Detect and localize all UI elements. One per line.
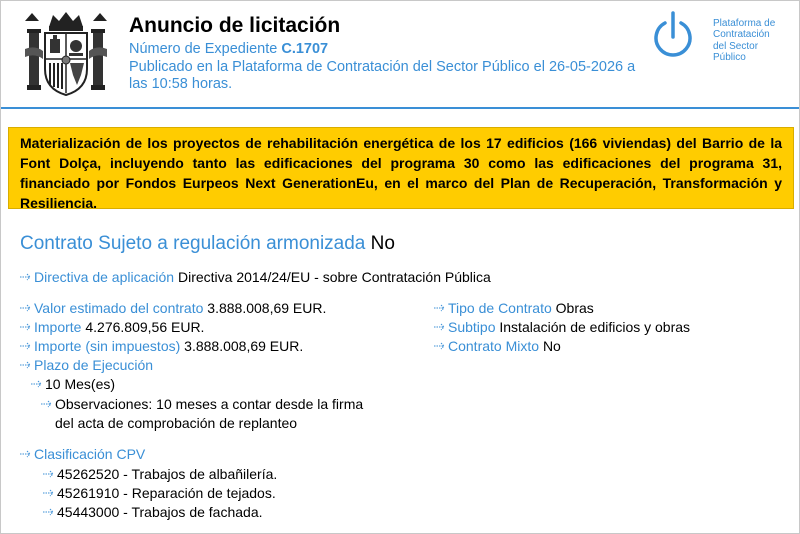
importe-sin-impuestos-label: Importe (sin impuestos) <box>34 338 181 354</box>
bullet-arrow-icon <box>19 323 33 331</box>
bullet-arrow-icon <box>42 508 56 516</box>
bullet-arrow-icon <box>30 380 44 388</box>
power-button-logo-icon <box>653 9 693 65</box>
importe-sin-impuestos-value: 3.888.008,69 EUR. <box>184 338 304 354</box>
plazo-ejecucion-row <box>19 357 153 374</box>
valor-estimado-row <box>19 300 326 317</box>
bullet-arrow-icon <box>19 361 33 369</box>
expediente-line <box>129 41 328 57</box>
contrato-mixto-row <box>433 338 561 355</box>
bullet-arrow-icon <box>433 304 447 312</box>
armonizada-heading <box>20 233 395 255</box>
header-divider <box>1 107 799 109</box>
coat-of-arms-logo <box>23 9 109 97</box>
logo-text-line: Contratación <box>713 29 770 41</box>
bullet-arrow-icon <box>433 342 447 350</box>
bullet-arrow-icon <box>40 400 54 408</box>
observaciones-line-2: del acta de comprobación de replanteo <box>55 415 298 431</box>
valor-estimado-value: 3.888.008,69 EUR. <box>207 300 327 316</box>
armonizada-value: No <box>370 233 395 254</box>
importe-row <box>19 319 204 336</box>
plazo-value: 10 Mes(es) <box>45 376 116 392</box>
published-line-1: Publicado en la Plataforma de Contratación del Sector Público el 26-05-2026 a <box>129 59 636 75</box>
cpv-item-text: 45262520 - Trabajos de albañilería. <box>57 466 278 482</box>
subtipo-value: Instalación de edificios y obras <box>499 319 691 335</box>
logo-text-line: del Sector <box>713 40 759 52</box>
logo-text-line: Plataforma de <box>713 18 776 29</box>
expediente-number: C.1707 <box>281 41 329 57</box>
observaciones-line-1: Observaciones: 10 meses a contar desde la firma <box>55 396 364 412</box>
cpv-item-text: 45261910 - Reparación de tejados. <box>57 485 276 501</box>
bullet-arrow-icon <box>19 273 33 281</box>
subtipo-label: Subtipo <box>448 319 496 335</box>
valor-estimado-label: Valor estimado del contrato <box>34 300 204 316</box>
plazo-ejecucion-label: Plazo de Ejecución <box>34 357 154 373</box>
bullet-arrow-icon <box>19 450 33 458</box>
cpv-item <box>42 504 263 521</box>
document-header <box>1 1 799 105</box>
observaciones-row <box>40 396 363 413</box>
contrato-mixto-label: Contrato Mixto <box>448 338 540 354</box>
observaciones-row-continued <box>55 415 297 432</box>
bullet-arrow-icon <box>19 342 33 350</box>
published-line-2: las 10:58 horas. <box>129 76 233 92</box>
expediente-label: Número de Expediente <box>129 41 278 57</box>
bullet-arrow-icon <box>19 304 33 312</box>
pcsp-logo-text <box>713 18 793 63</box>
tipo-contrato-value: Obras <box>555 300 594 316</box>
importe-value: 4.276.809,56 EUR. <box>85 319 205 335</box>
cpv-heading-row <box>19 446 145 463</box>
directiva-row <box>19 269 491 286</box>
cpv-item <box>42 485 276 502</box>
importe-sin-impuestos-row <box>19 338 303 355</box>
logo-text-line: Público <box>713 51 746 63</box>
tipo-contrato-label: Tipo de Contrato <box>448 300 552 316</box>
tipo-contrato-row <box>433 300 594 317</box>
bullet-arrow-icon <box>42 470 56 478</box>
directiva-value: Directiva 2014/24/EU - sobre Contratación Pública <box>177 269 491 285</box>
subtipo-row <box>433 319 690 336</box>
importe-label: Importe <box>34 319 82 335</box>
cpv-item <box>42 466 277 483</box>
contrato-mixto-value: No <box>542 338 561 354</box>
cpv-label: Clasificación CPV <box>34 446 146 462</box>
plazo-value-row <box>30 376 115 393</box>
tender-description-banner: Materialización de los proyectos de rehabilitación energética de los 17 edificios (166 viviendas) del Barrio de la Font Dolça, incluyendo tanto las edificaciones del programa 30 como las edificaciones del programa 31, financiado por Fondos Eurpeos Next GenerationEu, en el marco del Plan de Recuperación, Transformación y Resiliencia. <box>8 127 794 209</box>
directiva-label: Directiva de aplicación <box>34 269 175 285</box>
bullet-arrow-icon <box>42 489 56 497</box>
page-title: Anuncio de licitación <box>129 14 341 37</box>
armonizada-label: Contrato Sujeto a regulación armonizada <box>20 233 366 254</box>
bullet-arrow-icon <box>433 323 447 331</box>
cpv-item-text: 45443000 - Trabajos de fachada. <box>57 504 263 520</box>
